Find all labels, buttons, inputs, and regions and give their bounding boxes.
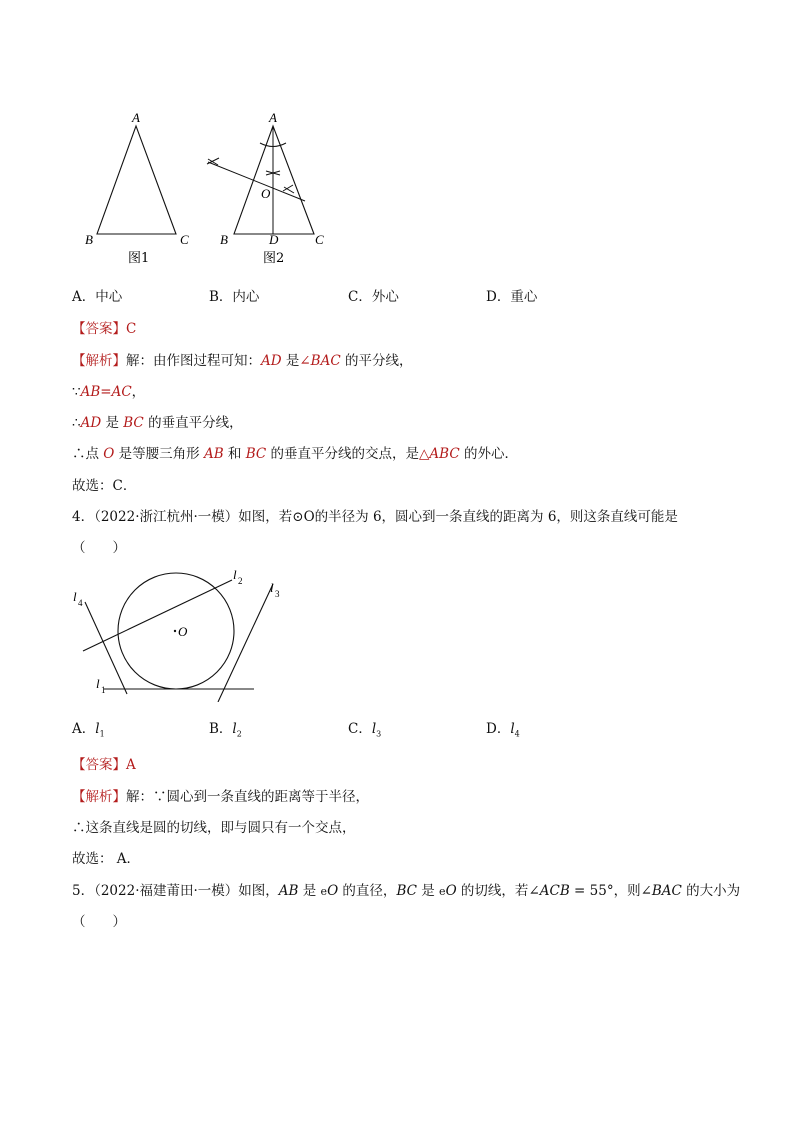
label-O: O (178, 624, 188, 639)
fig1-label-A: A (132, 110, 140, 125)
fig2-label-B: B (220, 232, 228, 247)
fig1-label-B: B (85, 232, 93, 247)
math-angle-acb: ∠ACB (528, 883, 570, 899)
label-l2: l (233, 567, 237, 582)
text: 是 (281, 353, 300, 369)
circle-symbol: e (320, 885, 328, 898)
text: ∴ (72, 415, 81, 431)
analysis-tag: 【解析】 (72, 353, 126, 369)
fig1-label-C: C (180, 232, 189, 247)
label-l4-sub: 4 (78, 598, 83, 608)
text: A． (72, 721, 96, 737)
answer-tag: 【答案】 (72, 321, 126, 337)
math-sub: 1 (99, 729, 105, 739)
q4-answer-line (72, 755, 136, 775)
text: 是等腰三角形 (114, 446, 204, 462)
text: ∵ (72, 384, 81, 400)
q3-answer-line (72, 319, 136, 339)
math-sub: 4 (514, 729, 520, 739)
q3-option-a: A．中心 (72, 289, 123, 305)
math-angle-bac: ∠BAC (299, 353, 341, 369)
label-l2-sub: 2 (238, 576, 243, 586)
math-l: l (95, 721, 100, 737)
math-bc: BC (245, 446, 267, 462)
label-l3: l (270, 580, 274, 595)
math-ad: AD (80, 415, 102, 431)
q3-analysis-line-2 (72, 382, 145, 402)
q3-choose: 故选：C． (72, 478, 137, 494)
q3-analysis-line-4 (72, 444, 518, 464)
figure-2 (207, 110, 324, 266)
math-ab-eq-ac: AB=AC (80, 384, 132, 400)
q4-option-a (72, 719, 105, 745)
text: 的垂直平分线的交点，是 (266, 446, 420, 462)
fig2-label-O: O (261, 186, 271, 201)
q5-stem (72, 881, 740, 902)
label-l1-sub: 1 (101, 685, 106, 695)
text: 是 (416, 883, 440, 899)
fig2-label-D: D (269, 232, 279, 247)
analysis-tag: 【解析】 (72, 789, 126, 805)
text: B． (209, 721, 233, 737)
math-o: O (103, 446, 115, 462)
answer-value: A (126, 757, 136, 773)
q4-analysis-line-1 (72, 787, 369, 807)
label-l4: l (73, 589, 77, 604)
math-sub: 2 (236, 729, 242, 739)
q3-option-b: B．内心 (209, 289, 260, 305)
text: 5．（2022·福建莆田·一模）如图， (72, 883, 279, 899)
text: 是 (101, 415, 124, 431)
circle-symbol: e (439, 885, 446, 898)
math-l: l (510, 721, 515, 737)
q4-option-d (486, 719, 520, 745)
q3-analysis-line-3 (72, 413, 243, 433)
text: C． (348, 721, 372, 737)
q3-option-d: D．重心 (486, 289, 538, 305)
fig2-label-C: C (315, 232, 324, 247)
label-l3-sub: 3 (275, 589, 280, 599)
q4-option-b (209, 719, 242, 745)
math-ab: AB (203, 446, 224, 462)
q5-paren: （ ） (72, 914, 126, 930)
label-l1: l (96, 676, 100, 691)
answer-value: C (126, 321, 137, 337)
text: 的直径， (338, 883, 397, 899)
text: 的垂直平分线， (143, 415, 243, 431)
text: 解：由作图过程可知： (126, 353, 261, 369)
text: 的平分线， (340, 353, 413, 369)
text: = 55° (569, 883, 614, 899)
text: ， (131, 384, 146, 400)
text: 的外心． (459, 446, 518, 462)
figure-1 (85, 110, 189, 266)
text: 的切线，若 (456, 883, 529, 899)
q4-analysis-line-2: ∴这条直线是圆的切线，即与圆只有一个交点， (72, 820, 356, 836)
text: 是 (298, 883, 321, 899)
text: 的大小为 (681, 883, 741, 899)
text: 和 (223, 446, 246, 462)
q4-choose: 故选： A． (72, 851, 141, 867)
fig1-caption: 图1 (128, 251, 150, 266)
triangle-figures (80, 105, 340, 270)
q3-option-c: C．外心 (348, 289, 399, 305)
math-bc: BC (396, 883, 417, 899)
math-sub: 3 (376, 729, 382, 739)
text: ∴点 (72, 446, 104, 462)
math-l: l (371, 721, 377, 737)
circle-lines-figure (68, 562, 288, 702)
math-triangle-abc: △ABC (419, 446, 460, 462)
text: 解：∵圆心到一条直线的距离等于半径， (126, 789, 369, 805)
text: D． (486, 721, 511, 737)
fig2-caption: 图2 (263, 251, 285, 266)
math-ad: AD (261, 353, 282, 369)
math-l: l (232, 721, 237, 737)
fig2-label-A: A (269, 110, 277, 125)
math-angle-bac: ∠BAC (640, 883, 682, 899)
math-bc: BC (123, 415, 144, 431)
answer-tag: 【答案】 (72, 757, 126, 773)
math-ab: AB (278, 883, 299, 899)
q4-paren: （ ） (72, 540, 126, 556)
q3-analysis-line-1 (72, 351, 412, 371)
math-o: O (445, 883, 457, 899)
q4-stem: 4．（2022·浙江杭州·一模）如图，若⊙O的半径为 6，圆心到一条直线的距离为 6，则这条直线可能是 (72, 509, 678, 525)
q4-option-c (348, 719, 381, 745)
text: ，则 (613, 883, 641, 899)
math-o: O (327, 883, 339, 899)
